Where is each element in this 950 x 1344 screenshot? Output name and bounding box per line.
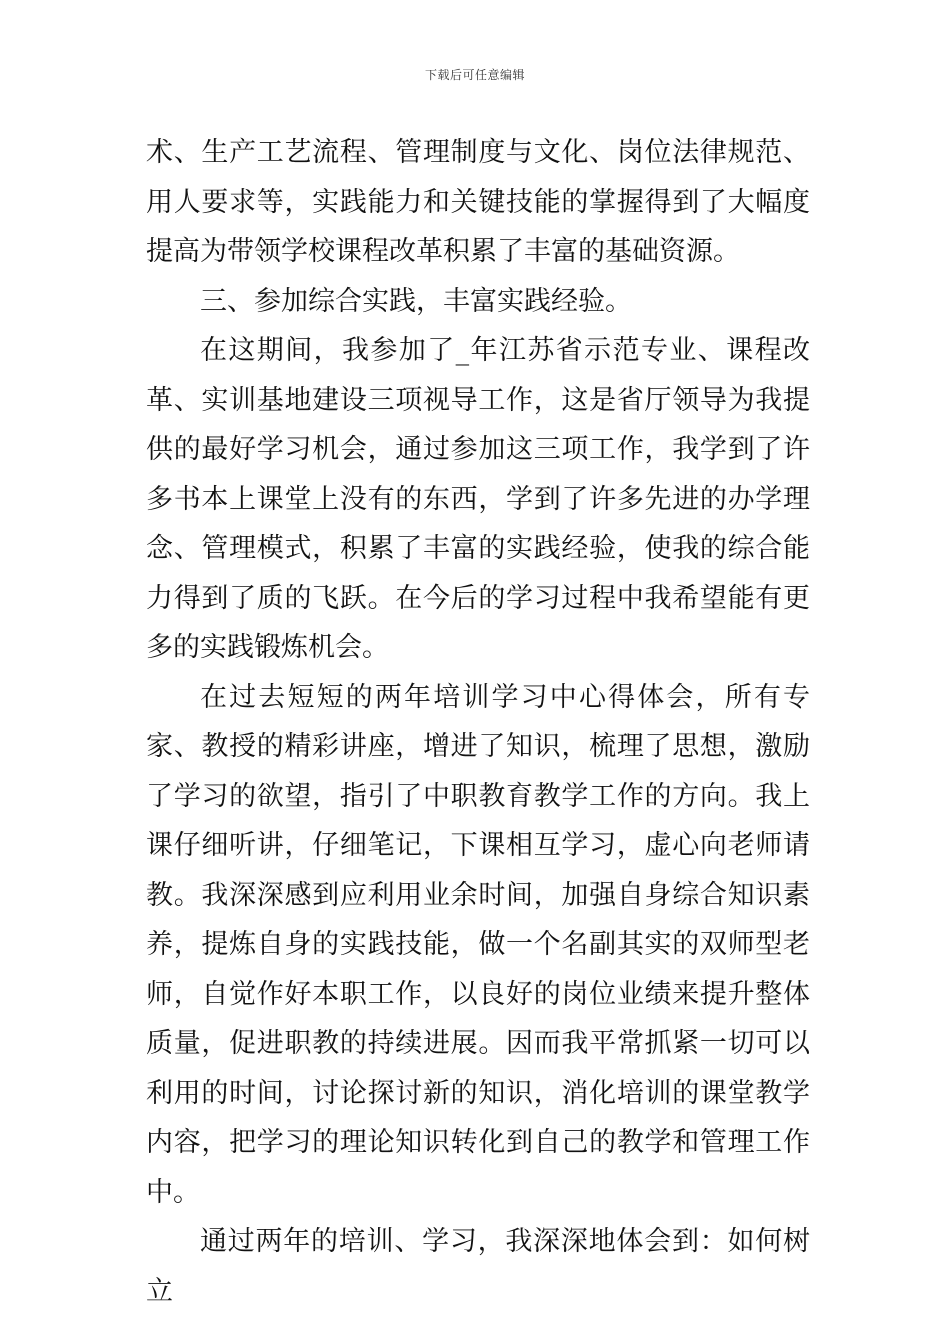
paragraph-1: 术、生产工艺流程、管理制度与文化、岗位法律规范、用人要求等，实践能力和关键技能的掌握得到了大幅度提高为带领学校课程改革积累了丰富的基础资源。 <box>146 137 810 267</box>
page-header-note: 下载后可任意编辑 <box>424 68 525 82</box>
document-body <box>146 128 810 1316</box>
section-heading: 三、参加综合实践，丰富实践经验。 <box>200 285 632 317</box>
paragraph-4: 通过两年的培训、学习，我深深地体会到：如何树立 <box>146 1226 810 1307</box>
paragraph-2: 在这期间，我参加了_年江苏省示范专业、课程改革、实训基地建设三项视导工作，这是省厅领导为我提供的最好学习机会，通过参加这三项工作，我学到了许多书本上课堂上没有的东西，学到了许多先进的办学理念、管理模式，积累了丰富的实践经验，使我的综合能力得到了质的飞跃。在今后的学习过程中我希望能有更多的实践锻炼机会。 <box>146 335 810 663</box>
paragraph-3: 在过去短短的两年培训学习中心得体会，所有专家、教授的精彩讲座，增进了知识，梳理了思想，激励了学习的欲望，指引了中职教育教学工作的方向。我上课仔细听讲，仔细笔记，下课相互学习，虚心向老师请教。我深深感到应利用业余时间，加强自身综合知识素养，提炼自身的实践技能，做一个名副其实的双师型老师，自觉作好本职工作，以良好的岗位业绩来提升整体质量，促进职教的持续进展。因而我平常抓紧一切可以利用的时间，讨论探讨新的知识，消化培训的课堂教学内容，把学习的理论知识转化到自己的教学和管理工作中。 <box>146 681 810 1208</box>
